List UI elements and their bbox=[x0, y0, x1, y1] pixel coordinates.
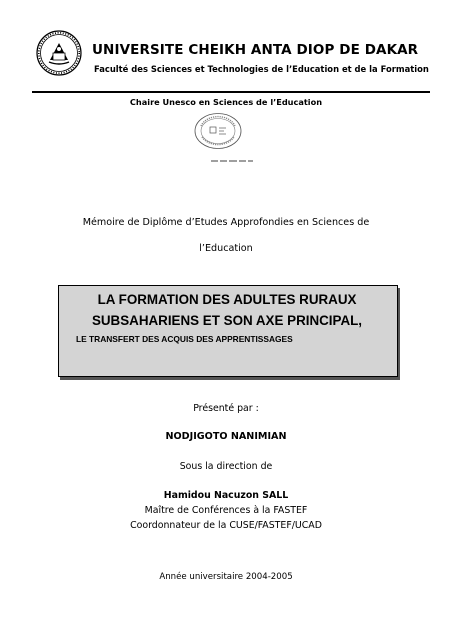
thesis-subtitle: LE TRANSFERT DES ACQUIS DES APPRENTISSAGES bbox=[76, 334, 293, 344]
presented-by-label: Présenté par : bbox=[193, 403, 259, 414]
supervisor-role-1: Maître de Conférences à la FASTEF bbox=[144, 505, 308, 516]
supervisor-name: Hamidou Nacuzon SALL bbox=[163, 490, 289, 501]
supervisor-role-2: Coordonnateur de la CUSE/FASTEF/UCAD bbox=[130, 520, 322, 531]
memoire-statement bbox=[0, 210, 452, 262]
seal-caption-mark bbox=[210, 156, 254, 165]
university-crest-icon bbox=[36, 30, 82, 76]
faculty-name: Faculté des Sciences et Technologies de l’Education et de la Formation bbox=[94, 64, 429, 74]
direction-label: Sous la direction de bbox=[179, 461, 273, 472]
academic-year: Année universitaire 2004-2005 bbox=[159, 572, 293, 582]
memoire-line-2: l’Education bbox=[199, 243, 253, 254]
header-divider bbox=[32, 91, 430, 93]
author-name: NODJIGOTO NANIMIAN bbox=[165, 431, 287, 442]
thesis-title-line-1: LA FORMATION DES ADULTES RURAUX bbox=[97, 292, 357, 307]
memoire-line-1: Mémoire de Diplôme d’Etudes Approfondies en Sciences de bbox=[82, 217, 370, 228]
chaire-seal-icon bbox=[193, 112, 243, 150]
thesis-title-line-2: SUBSAHARIENS ET SON AXE PRINCIPAL, bbox=[91, 313, 363, 328]
university-name: UNIVERSITE CHEIKH ANTA DIOP DE DAKAR bbox=[92, 42, 419, 58]
chaire-label: Chaire Unesco en Sciences de l’Education bbox=[129, 97, 323, 107]
